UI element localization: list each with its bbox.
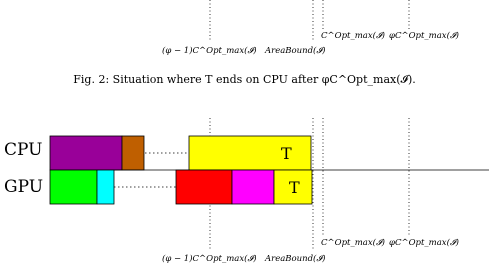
top-label-phi-minus-1: (φ − 1)C^Opt_max(𝓘) (162, 46, 257, 56)
top-fragment (162, 0, 459, 56)
cpu-task-purple (50, 136, 122, 170)
cpu-task-t (189, 136, 311, 170)
label-phi-minus-1: (φ − 1)C^Opt_max(𝓘) (162, 254, 257, 264)
label-cmax: C^Opt_max(𝓘) (321, 238, 386, 248)
gpu-task-red (176, 170, 232, 204)
figure-caption (0, 73, 489, 87)
top-label-phi-cmax: φC^Opt_max(𝓘) (389, 31, 459, 41)
label-area-bound: AreaBound(𝓘) (265, 254, 326, 264)
cpu-task-t-label: T (281, 144, 292, 163)
gpu-task-green (50, 170, 97, 204)
gpu-task-cyan (97, 170, 114, 204)
top-label-area-bound: AreaBound(𝓘) (265, 46, 326, 56)
caption-text: Situation where T ends on CPU after φC^Opt_max(𝓘). (109, 73, 416, 86)
label-phi-cmax: φC^Opt_max(𝓘) (389, 238, 459, 248)
row-label-gpu: GPU (4, 177, 44, 197)
row-label-cpu: CPU (4, 140, 43, 160)
caption-prefix: Fig. 2: (73, 73, 110, 86)
gpu-task-magenta (232, 170, 274, 204)
top-label-cmax: C^Opt_max(𝓘) (321, 31, 386, 41)
gpu-task-t-label: T (289, 178, 300, 197)
schedule-figure (4, 118, 489, 264)
cpu-task-brown (122, 136, 144, 170)
